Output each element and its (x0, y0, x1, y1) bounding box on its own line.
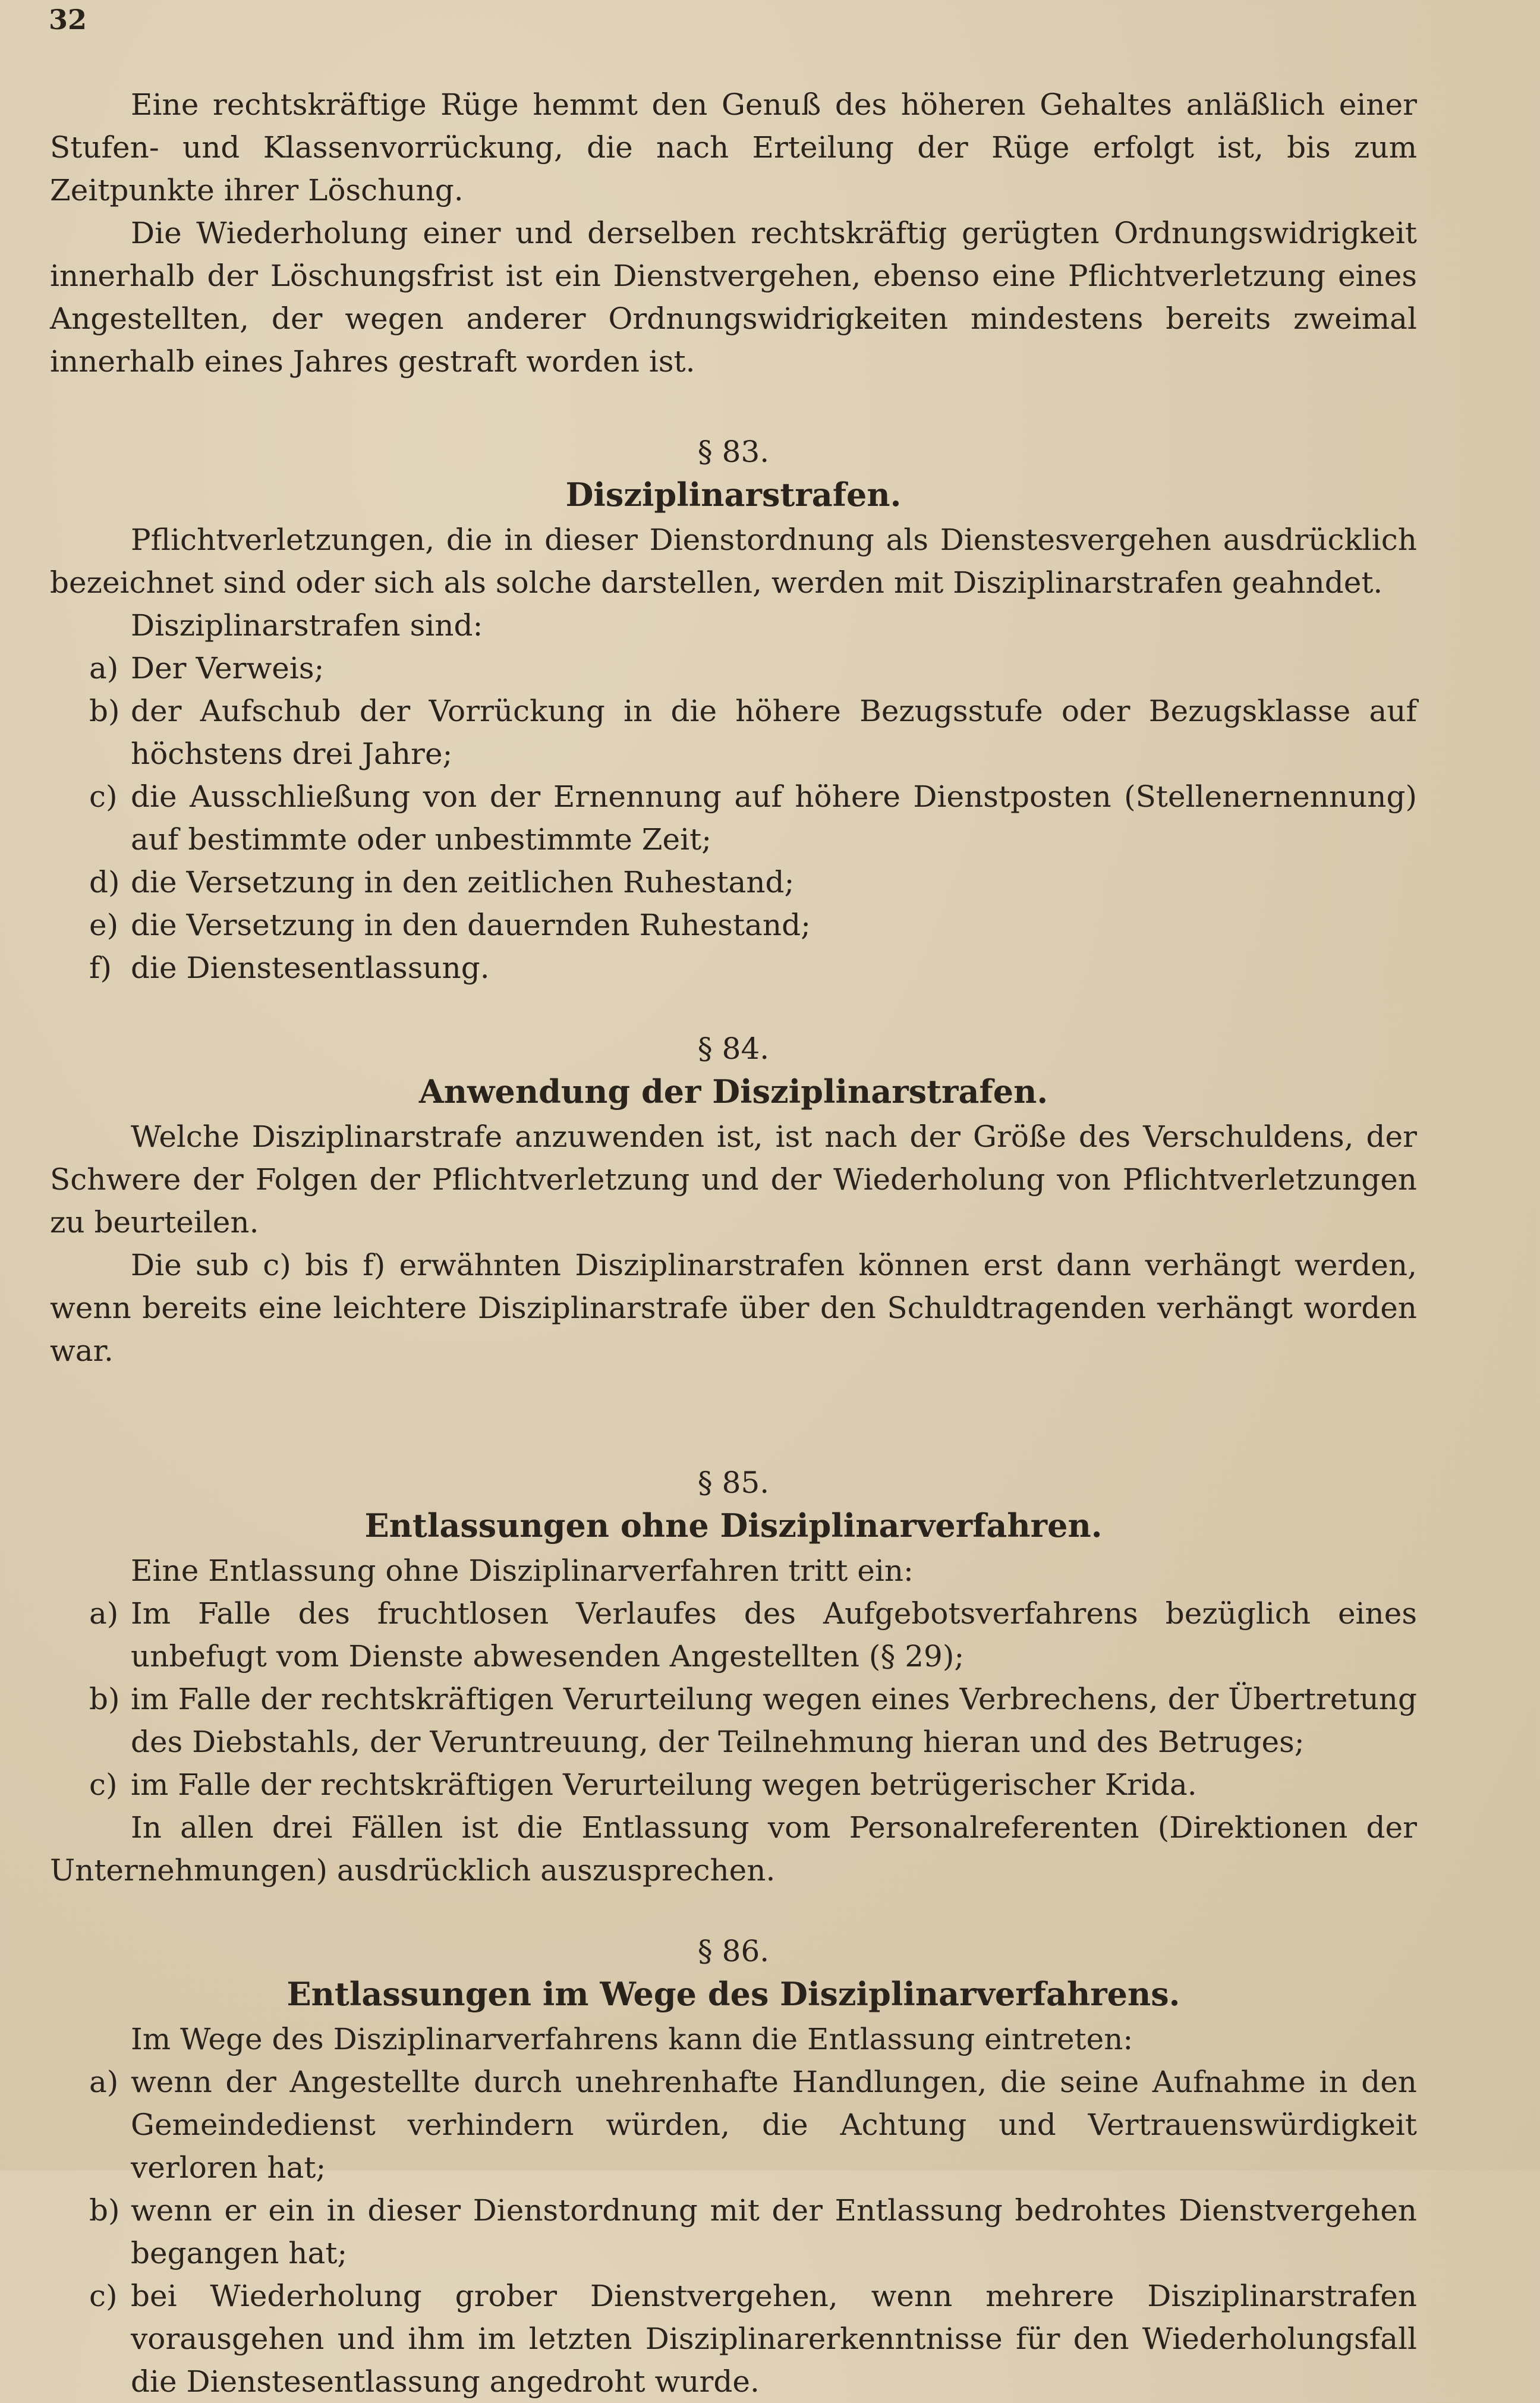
list-item-text: im Falle der rechtskräftigen Verurteilung wegen eines Verbrechens, der Übertretung des Diebstahls, der Veruntreuung, der Teilnehmung hieran und des Betruges; (131, 1682, 1417, 1759)
list-item-label: c) (89, 1767, 118, 1802)
list-item-label: c) (89, 779, 118, 814)
list-item (50, 1678, 1417, 1763)
list-item-label: b) (89, 1682, 120, 1716)
section-title: Disziplinarstrafen. (565, 476, 902, 514)
list-item-label: d) (89, 865, 120, 899)
section-paragraph: Die sub c) bis f) erwähnten Disziplinarstrafen können erst dann verhängt werden, wenn bereits eine leichtere Disziplinarstrafe über den Schuldtragenden verhängt worden war. (50, 1248, 1417, 1368)
penalty-list (50, 647, 1417, 989)
list-item (50, 1592, 1417, 1678)
section-number: § 85. (697, 1465, 770, 1500)
section-number: § 86. (697, 1934, 770, 1968)
section-paragraph: Im Wege des Disziplinarverfahrens kann die Entlassung eintreten: (131, 2022, 1133, 2056)
list-item (50, 2061, 1417, 2189)
list-item-text: im Falle der rechtskräftigen Verurteilung wegen betrügerischer Krida. (131, 1767, 1197, 1802)
list-item (50, 775, 1417, 861)
section-paragraph: Welche Disziplinarstrafe anzuwenden ist, ist nach der Größe des Verschuldens, der Schwere der Folgen der Pflichtverletzung und der Wiederholung von Pflichtverletzungen zu beurteilen. (50, 1119, 1417, 1240)
section-paragraph: Disziplinarstrafen sind: (131, 608, 483, 643)
dismissal-list (50, 2061, 1417, 2403)
section-paragraph: In allen drei Fällen ist die Entlassung vom Personalreferenten (Direktionen der Unternehmungen) ausdrücklich auszusprechen. (50, 1810, 1417, 1888)
list-item-label: c) (89, 2279, 118, 2313)
section-86 (50, 1930, 1417, 2403)
list-item-label: a) (89, 2065, 119, 2099)
intro-paragraph-1: Eine rechtskräftige Rüge hemmt den Genuß des höheren Gehaltes anläßlich einer Stufen- und Klassenvorrückung, die nach Erteilung der Rüge erfolgt ist, bis zum Zeitpunkte ihrer Löschung. (50, 87, 1417, 207)
list-item (50, 904, 1417, 946)
section-paragraph: Eine Entlassung ohne Disziplinarverfahren tritt ein: (131, 1553, 914, 1588)
list-item (50, 861, 1417, 904)
list-item (50, 1763, 1417, 1806)
dismissal-list (50, 1592, 1417, 1806)
list-item (50, 647, 1417, 690)
section-number: § 83. (697, 435, 770, 469)
list-item-text: die Ausschließung von der Ernennung auf höhere Dienstposten (Stellenernennung) auf bestimmte oder unbestimmte Zeit; (131, 779, 1417, 857)
list-item-label: e) (89, 908, 119, 942)
section-number: § 84. (697, 1031, 770, 1066)
page-number: 32 (49, 4, 87, 36)
document-body (50, 83, 1417, 2403)
list-item-text: die Versetzung in den zeitlichen Ruhestand; (131, 865, 795, 899)
section-paragraph: Pflichtverletzungen, die in dieser Dienstordnung als Dienstesvergehen ausdrücklich bezeichnet sind oder sich als solche darstellen, werden mit Disziplinarstrafen geahndet. (50, 523, 1417, 600)
list-item-text: der Aufschub der Vorrückung in die höhere Bezugsstufe oder Bezugsklasse auf höchstens drei Jahre; (131, 694, 1417, 771)
list-item-label: b) (89, 694, 120, 728)
list-item-text: Der Verweis; (131, 651, 325, 685)
list-item-label: f) (89, 951, 112, 985)
list-item (50, 946, 1417, 989)
section-title: Entlassungen ohne Disziplinarverfahren. (364, 1506, 1103, 1545)
section-85 (50, 1461, 1417, 1892)
section-title: Anwendung der Disziplinarstrafen. (418, 1072, 1048, 1111)
list-item (50, 2275, 1417, 2403)
section-title: Entlassungen im Wege des Disziplinarverfahrens. (286, 1975, 1180, 2013)
list-item-text: wenn er ein in dieser Dienstordnung mit der Entlassung bedrohtes Dienstvergehen begangen hat; (131, 2193, 1417, 2270)
list-item-label: a) (89, 651, 119, 685)
list-item-text: die Versetzung in den dauernden Ruhestand; (131, 908, 811, 942)
intro-paragraph-2: Die Wiederholung einer und derselben rechtskräftig gerügten Ordnungswidrigkeit innerhalb der Löschungsfrist ist ein Dienstvergehen, ebenso eine Pflichtverletzung eines Angestellten, der wegen anderer Ordnungswidrigkeiten mindestens bereits zweimal innerhalb eines Jahres gestraft worden ist. (50, 216, 1417, 379)
list-item-text: bei Wiederholung grober Dienstvergehen, wenn mehrere Disziplinarstrafen vorausgehen und ihm im letzten Disziplinarerkenntnisse für den Wiederholungsfall die Dienstesentlassung angedroht wurde. (131, 2279, 1417, 2399)
list-item-text: Im Falle des fruchtlosen Verlaufes des Aufgebotsverfahrens bezüglich eines unbefugt vom Dienste abwesenden Angestellten (§ 29); (131, 1596, 1417, 1674)
list-item-text: wenn der Angestellte durch unehrenhafte Handlungen, die seine Aufnahme in den Gemeindedienst verhindern würden, die Achtung und Vertrauenswürdigkeit verloren hat; (131, 2065, 1417, 2185)
list-item-text: die Dienstesentlassung. (131, 951, 490, 985)
list-item-label: b) (89, 2193, 120, 2228)
section-83 (50, 430, 1417, 989)
list-item (50, 690, 1417, 775)
list-item (50, 2189, 1417, 2275)
list-item-label: a) (89, 1596, 119, 1631)
section-84 (50, 1027, 1417, 1372)
